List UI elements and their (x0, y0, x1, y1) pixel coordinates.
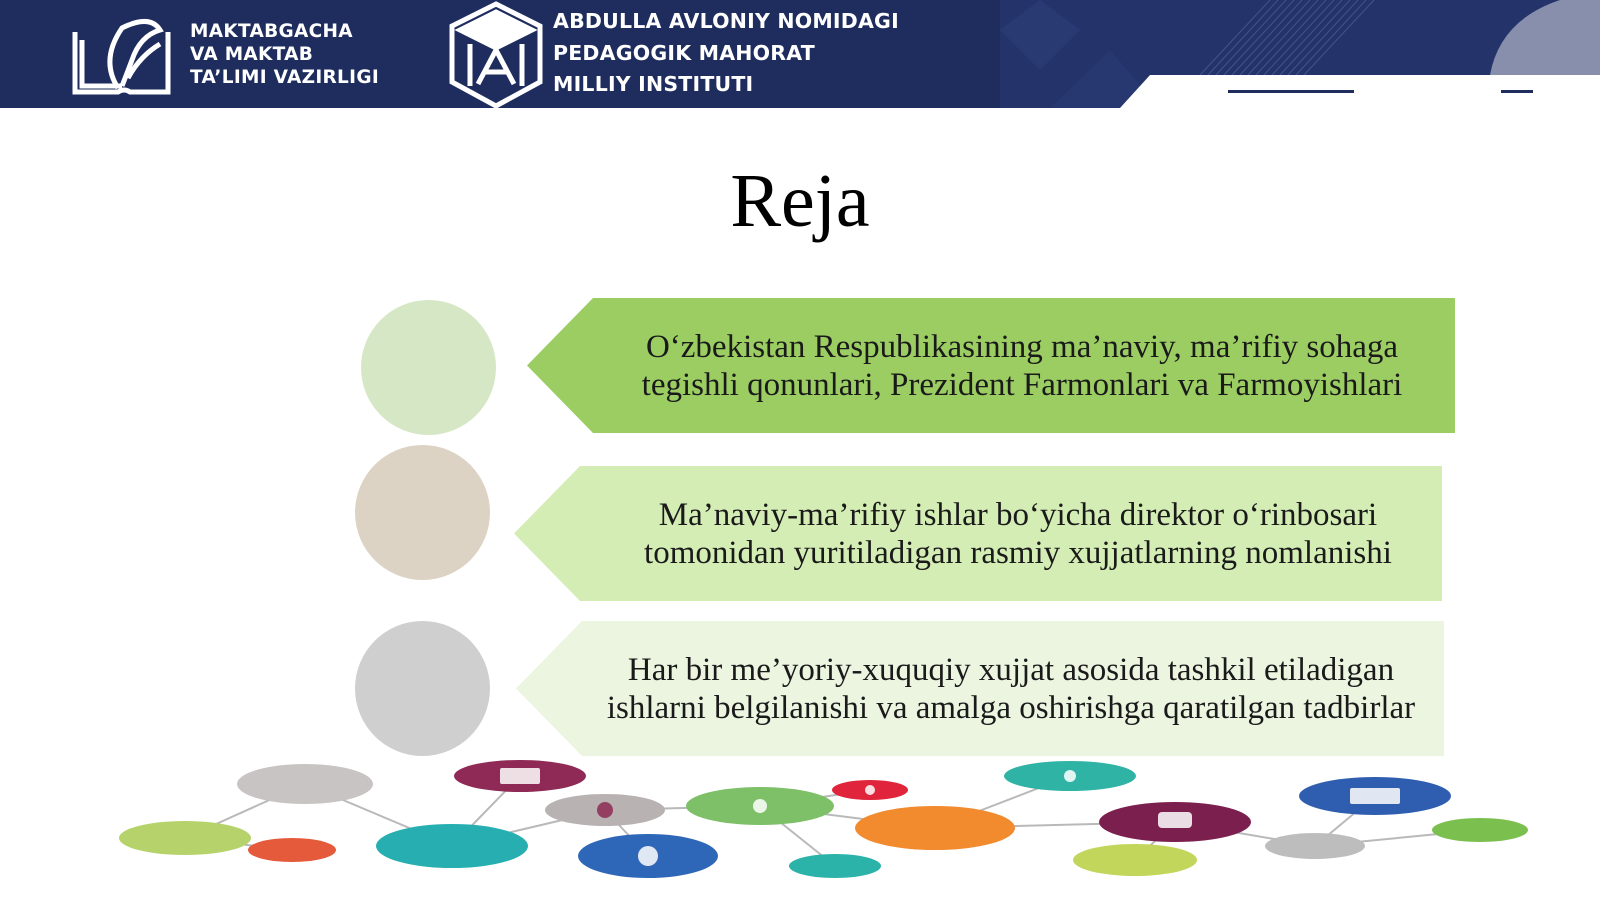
item-circle-3 (355, 621, 490, 756)
robot-icon (237, 764, 373, 804)
header-banner (0, 0, 1600, 108)
item-circle-2 (355, 445, 490, 580)
ministry-logo-text: MAKTABGACHA VA MAKTAB TA’LIMI VAZIRLIGI (190, 21, 379, 88)
slide-title: Reja (730, 159, 870, 243)
wifi-icon (1265, 833, 1365, 859)
institute-logo-text: ABDULLA AVLONIY NOMIDAGI PEDAGOGIK MAHORAT MILLIY INSTITUTI (553, 9, 899, 96)
plan-item-text: Har bir me’yoriy-xuquqiy xujjat asosida tashkil etiladigan ishlarni belgilanishi va amalga oshirishga qaratilgan tadbirlar (606, 651, 1416, 726)
plan-item-3 (516, 621, 1444, 756)
people-icon (119, 821, 251, 855)
plan-item-text: Ma’naviy-ma’rifiy ishlar bo‘yicha direktor o‘rinbosari tomonidan yuritiladigan rasmiy xujjatlarning nomlanishi (644, 496, 1392, 571)
gear-icon (1432, 818, 1528, 842)
plan-item-2 (514, 466, 1442, 601)
palette-icon (376, 824, 528, 868)
gear-icon (789, 854, 881, 878)
education-network-illustration (0, 760, 1600, 900)
item-circle-1 (361, 300, 496, 435)
microscope-icon (855, 806, 1015, 850)
circle-icon (1073, 844, 1197, 876)
plan-item-1 (527, 298, 1455, 433)
gear-icon (248, 838, 336, 862)
plan-item-text: O‘zbekistan Respublikasining ma’naviy, ma’rifiy sohaga tegishli qonunlari, Prezident Farmonlari va Farmoyishlari (641, 328, 1403, 403)
